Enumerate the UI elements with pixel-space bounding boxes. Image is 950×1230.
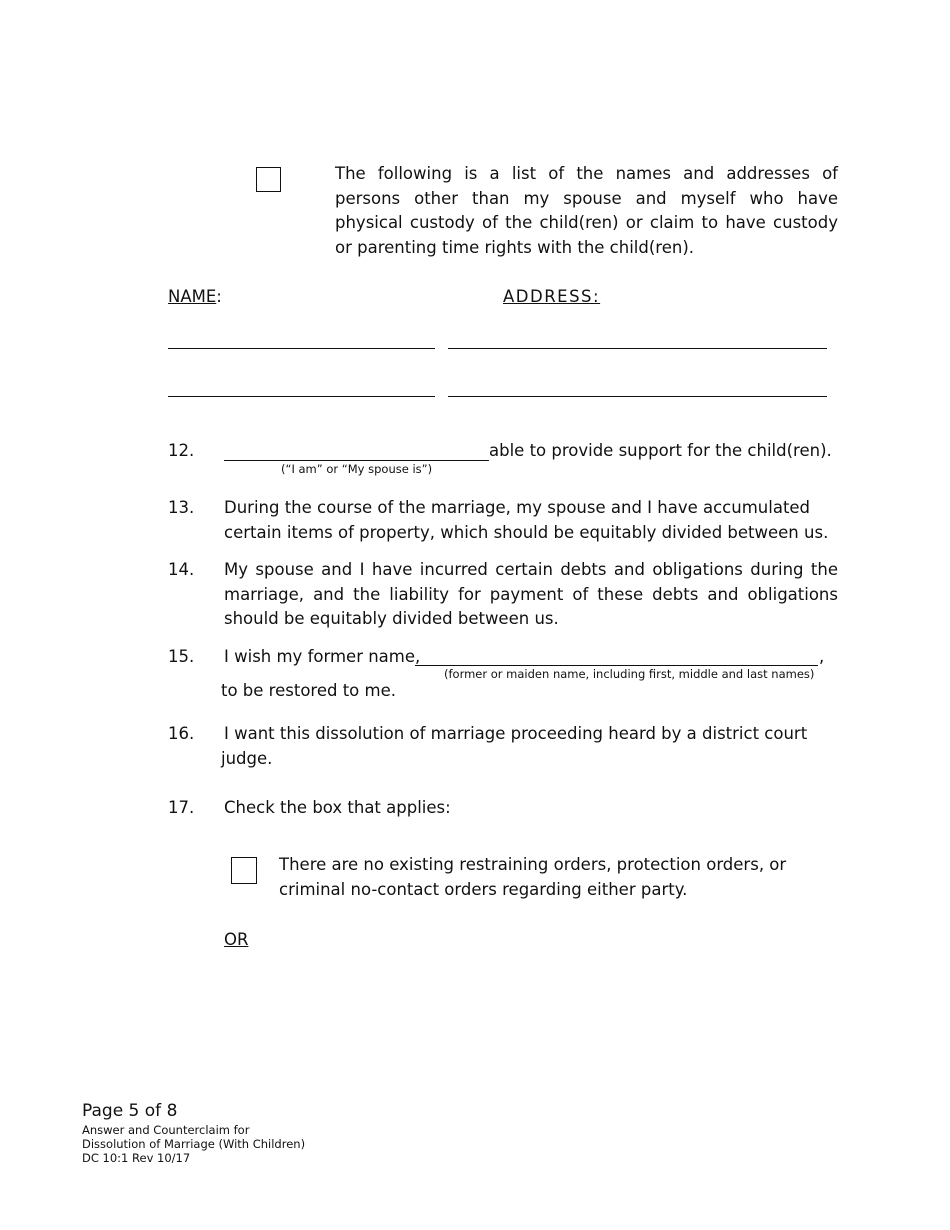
former-name-field[interactable] <box>415 665 818 666</box>
item-12-number: 12. <box>168 441 195 460</box>
no-restraining-orders-checkbox[interactable] <box>231 857 257 884</box>
item-17-option-1-line-2: criminal no-contact orders regarding either party. <box>279 880 688 899</box>
page-number: Page 5 of 8 <box>82 1101 178 1121</box>
custody-intro-text: The following is a list of the names and addresses of persons other than my spouse and myself who have physical custody of the child(ren) or claim to have custody or parenting time rights with the child(ren). <box>335 164 838 257</box>
custody-list-checkbox[interactable] <box>256 167 281 192</box>
item-17-option-1-line-1: There are no existing restraining orders, protection orders, or <box>279 855 787 874</box>
address-field-1[interactable] <box>448 348 827 349</box>
item-16-number: 16. <box>168 724 195 743</box>
item-13-line-1: During the course of the marriage, my spouse and I have accumulated <box>224 498 811 517</box>
item-15-text-before: I wish my former name, <box>224 647 421 666</box>
name-label <box>168 285 222 310</box>
item-15-caption: (former or maiden name, including first, middle and last names) <box>444 667 815 681</box>
item-13-line-2: certain items of property, which should be equitably divided between us. <box>224 523 829 542</box>
footer-title-line-1: Answer and Counterclaim for <box>82 1123 250 1137</box>
item-13-number: 13. <box>168 498 195 517</box>
item-14-text: My spouse and I have incurred certain debts and obligations during the marriage, and the liability for payment of these debts and obligations should be equitably divided between us. <box>224 560 838 628</box>
item-14-number: 14. <box>168 560 195 579</box>
item-16-line-1: I want this dissolution of marriage proceeding heard by a district court <box>224 724 808 743</box>
item-15-number: 15. <box>168 647 195 666</box>
item-12-caption: (“I am” or “My spouse is”) <box>281 462 433 476</box>
item-17-number: 17. <box>168 798 195 817</box>
item-15-text-after: to be restored to me. <box>221 681 396 700</box>
or-label: OR <box>224 930 249 949</box>
item-16-line-2: judge. <box>221 749 273 768</box>
item-15-comma: , <box>819 647 825 666</box>
item-12-text: able to provide support for the child(ren). <box>489 441 832 460</box>
address-field-2[interactable] <box>448 396 827 397</box>
address-label: ADDRESS: <box>503 287 601 306</box>
name-label-colon: : <box>216 287 222 306</box>
footer-form-id: DC 10:1 Rev 10/17 <box>82 1151 191 1165</box>
name-field-2[interactable] <box>168 396 435 397</box>
name-field-1[interactable] <box>168 348 435 349</box>
item-12-blank-field[interactable] <box>224 460 489 461</box>
name-label-text: NAME <box>168 287 217 306</box>
footer-title-line-2: Dissolution of Marriage (With Children) <box>82 1137 306 1151</box>
item-17-text: Check the box that applies: <box>224 798 451 817</box>
